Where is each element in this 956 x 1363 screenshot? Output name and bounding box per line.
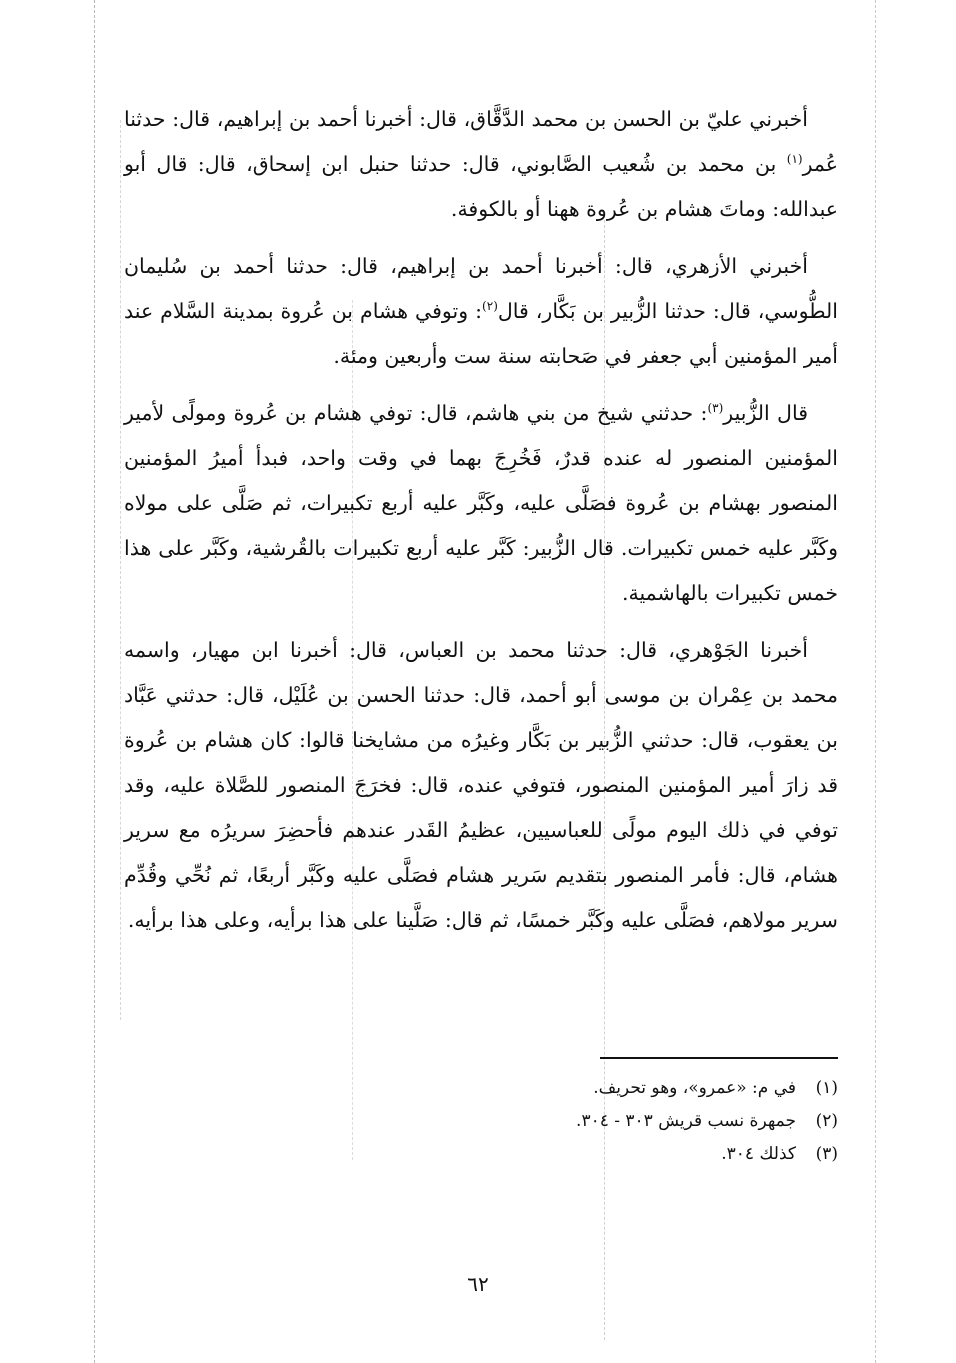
paragraph (124, 97, 838, 232)
paragraph-text: بن محمد بن شُعيب الصَّابوني، قال: حدثنا حنبل ابن إسحاق، قال: قال أبو عبدالله: وماتَ هشام بن عُروة ههنا أو بالكوفة. (124, 152, 838, 221)
footnote-item (124, 1105, 838, 1138)
paragraph (124, 628, 838, 943)
footnote-item (124, 1138, 838, 1171)
footnote-number: (٣) (815, 1144, 838, 1164)
scan-artifact-line (120, 120, 121, 1020)
scan-artifact-line (94, 0, 95, 1363)
footnote-text: في م: «عمرو»، وهو تحريف. (593, 1078, 796, 1098)
footnote-reference[interactable]: (٣) (707, 401, 724, 416)
paragraph-text: أخبرنا الجَوْهري، قال: حدثنا محمد بن العباس، قال: أخبرنا ابن مهيار، واسمه محمد بن عِمْران بن موسى أبو أحمد، قال: حدثنا الحسن بن عُلَيْل، قال: حدثني عَبَّاد بن يعقوب، قال: حدثني الزُّبير بن بَكَّار وغيرُه من مشايخنا قالوا: كان هشام بن عُروة قد زارَ أمير المؤمنين المنصور، فتوفي عنده، قال: فخرَجَ المنصور للصَّلاة عليه، وقد توفي في ذلك اليوم مولًى للعباسيين، عظيمُ القَدر عندهم فأحضِرَ سريرُه مع سرير هشام، قال: فأمر المنصور بتقديم سَرير هشام فصَلَّى عليه وكَبَّر أربعًا، ثم نُحِّي وقُدِّم سرير مولاهم، فصَلَّى عليه وكَبَّر خمسًا، ثم قال: صَلَّينا على هذا برأيه، وعلى هذا برأيه. (124, 638, 838, 932)
paragraph (124, 391, 838, 616)
paragraph-text: : وتوفي هشام بن عُروة بمدينة السَّلام عند أمير المؤمنين أبي جعفر في صَحابته سنة ست وأربعين ومئة. (124, 299, 838, 368)
footnote-reference[interactable]: (١) (786, 152, 803, 167)
scan-artifact-line (875, 0, 876, 1363)
footnotes (124, 1072, 838, 1171)
footnote-item (124, 1072, 838, 1105)
footnote-number: (٢) (815, 1111, 838, 1131)
paragraph (124, 244, 838, 379)
paragraph-text: قال الزُّبير (723, 401, 808, 425)
footnote-text: جمهرة نسب قريش ٣٠٣ - ٣٠٤. (576, 1111, 796, 1131)
footnote-reference[interactable]: (٢) (482, 299, 498, 314)
page-number: ٦٢ (467, 1272, 489, 1296)
main-text (124, 97, 838, 955)
footnote-separator (600, 1057, 838, 1059)
paragraph-text: : حدثني شيخ من بني هاشم، قال: توفي هشام بن عُروة ومولًى لأمير المؤمنين المنصور له عنده قدرٌ، فَخُرِجَ بهما في وقت واحد، فبدأ أميرُ المؤمنين المنصور بهشام بن عُروة فصَلَّى عليه، وكَبَّر عليه أربع تكبيرات، ثم صَلَّى على مولاه وكَبَّر عليه خمس تكبيرات. قال الزُّبير: كَبَّر عليه أربع تكبيرات بالقُرشية، وكَبَّر على هذا خمس تكبيرات بالهاشمية. (124, 401, 838, 605)
footnote-number: (١) (815, 1078, 838, 1098)
paragraph-text: أخبرني عليّ بن الحسن بن محمد الدَّقَّاق، قال: أخبرنا أحمد بن إبراهيم، قال: حدثنا عُمر (124, 107, 838, 176)
footnote-text: كذلك ٣٠٤. (721, 1144, 796, 1164)
paragraph-text: أخبرني الأزهري، قال: أخبرنا أحمد بن إبراهيم، قال: حدثنا أحمد بن سُليمان الطُّوسي، قال: حدثنا الزُّبير بن بَكَّار، قال (124, 254, 838, 323)
